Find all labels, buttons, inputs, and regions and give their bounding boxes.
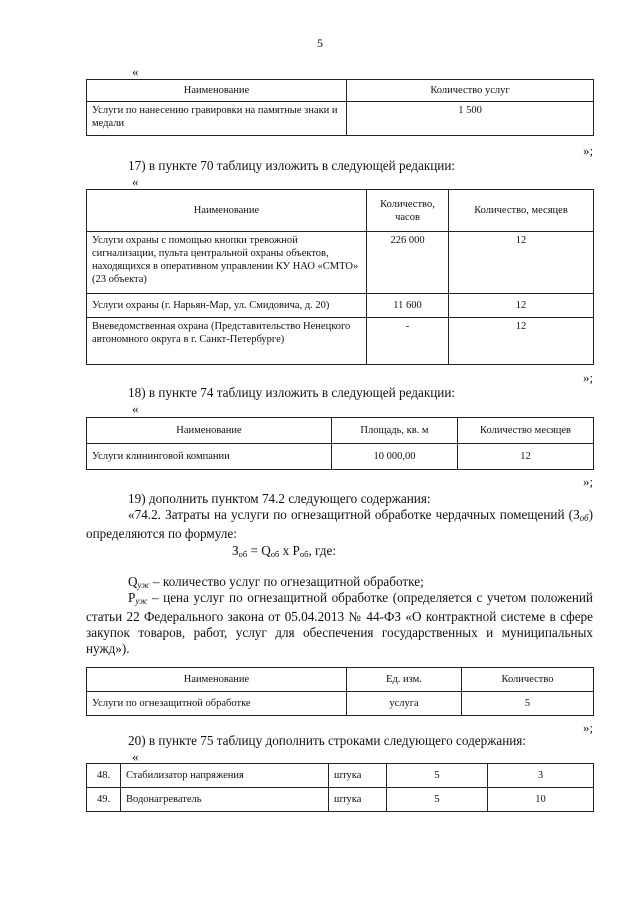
header-cell: Ед. изм. [347,668,462,692]
formula-q: Q [261,543,271,558]
def-q-subscript: уж [137,580,150,590]
def-q-symbol: Q [128,574,138,589]
table-cell: штука [329,764,387,788]
table-cell: 5 [387,764,488,788]
table-cell: 10 000,00 [332,444,458,470]
table-cell: Услуги охраны (г. Нарьян-Мар, ул. Смидовича, д. 20) [87,294,367,318]
def-p-symbol: P [128,590,136,605]
table-row [87,232,594,294]
def-q-text: – количество услуг по огнезащитной обработке; [149,574,424,589]
header-cell: Наименование [87,190,367,232]
open-quote: « [132,749,139,764]
table-cell: Водонагреватель [121,788,329,812]
formula-tail: , где: [308,543,337,558]
fireproofing-table [86,667,594,716]
table-row [87,444,594,470]
table-cell: 12 [458,444,594,470]
paragraph-74-2-start: «74.2. Затраты на услуги по огнезащитной обработке чердачных помещений ( [128,507,574,522]
engraving-table [86,79,594,136]
table-cell: Услуги охраны с помощью кнопки тревожной сигнализации, пульта центральной охраны объектов, находящихся в оперативном управлении КУ НАО «СМТО» (23 объекта) [87,232,367,294]
open-quote: « [132,174,139,189]
table-header-row [87,418,594,444]
table-row [87,788,594,812]
formula-lhs: З [232,543,239,558]
paragraph-74-2-end: ) определяются по формуле: [86,507,593,541]
paragraph-18: 18) в пункте 74 таблицу изложить в следующей редакции: [128,385,456,400]
table-cell: - [367,318,449,365]
table-cell: Услуги по огнезащитной обработке [87,692,347,716]
table-cell: 12 [449,232,594,294]
table-row [87,764,594,788]
def-p-subscript: уж [135,596,148,606]
close-quote: »; [583,370,594,385]
table-cell: 3 [488,764,594,788]
formula-equals: = [247,543,262,558]
table-cell: 12 [449,294,594,318]
table-cell: 12 [449,318,594,365]
table-cell: Стабилизатор напряжения [121,764,329,788]
paragraph-74-2 [86,507,593,542]
table-row [87,692,594,716]
table-cell: 48. [87,764,121,788]
table-cell: Услуги клининговой компании [87,444,332,470]
def-p-text: – цена услуг по огнезащитной обработке (определяется с учетом положений статьи 22 Федерального закона от 05.04.2013 № 44-ФЗ «О контрактной системе в сфере закупок товаров, работ, услуг для обеспечения государственных и муниципальных нужд»). [86,590,593,656]
header-cell: Количество [462,668,594,692]
paragraph-20: 20) в пункте 75 таблицу дополнить строками следующего содержания: [128,733,527,748]
table-cell: услуга [347,692,462,716]
table-cell: 11 600 [367,294,449,318]
table-cell: 5 [387,788,488,812]
close-quote: »; [583,474,594,489]
formula [232,543,336,562]
formula-lhs-subscript: об [238,549,248,559]
header-cell: Наименование [87,418,332,444]
symbol-z-subscript: об [579,513,589,523]
table-row [87,102,594,136]
header-cell: Площадь, кв. м [332,418,458,444]
symbol-z: З [573,507,580,522]
header-cell: Наименование [87,80,347,102]
table-header-row [87,190,594,232]
paragraph-19: 19) дополнить пунктом 74.2 следующего содержания: [128,491,431,506]
open-quote: « [132,64,139,79]
table-cell: 1 500 [347,102,594,136]
table-cell: 5 [462,692,594,716]
formula-p: P [292,543,300,558]
formula-p-subscript: об [299,549,309,559]
table-cell: 226 000 [367,232,449,294]
header-cell: Наименование [87,668,347,692]
open-quote: « [132,401,139,416]
header-cell: Количество, месяцев [449,190,594,232]
formula-times: х [279,543,293,558]
table-cell: 10 [488,788,594,812]
equipment-table [86,763,594,812]
table-row [87,318,594,365]
header-cell: Количество, часов [367,190,449,232]
table-header-row [87,80,594,102]
close-quote: »; [583,720,594,735]
header-cell: Количество месяцев [458,418,594,444]
table-header-row [87,668,594,692]
paragraph-17: 17) в пункте 70 таблицу изложить в следующей редакции: [128,158,456,173]
table-cell: Вневедомственная охрана (Представительство Ненецкого автономного округа в г. Санкт-Петербурге) [87,318,367,365]
security-table [86,189,594,365]
table-cell: Услуги по нанесению гравировки на памятные знаки и медали [87,102,347,136]
table-cell: штука [329,788,387,812]
table-row [87,294,594,318]
header-cell: Количество услуг [347,80,594,102]
formula-q-subscript: об [270,549,280,559]
table-cell: 49. [87,788,121,812]
cleaning-table [86,417,594,470]
page-number: 5 [317,36,323,50]
close-quote: »; [583,143,594,158]
definition-p [86,590,593,657]
